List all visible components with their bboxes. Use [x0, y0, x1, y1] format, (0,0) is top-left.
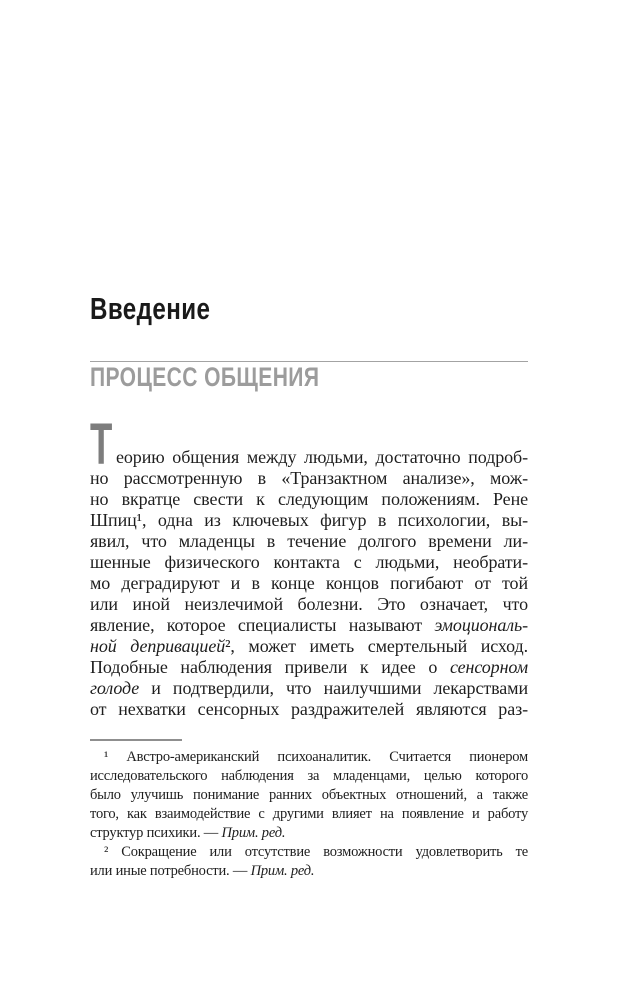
body-line: явил, что младенцы в течение долгого времени ли- — [90, 531, 528, 551]
footnote-line: ² Сокращение или отсутствие возможности удовлетворить те — [104, 844, 528, 860]
body-paragraph — [90, 412, 528, 720]
body-line: явление, которое специалисты называют эмоциональ- — [90, 615, 528, 635]
section-title — [90, 364, 384, 391]
chapter-title — [90, 293, 244, 324]
body-line: от нехватки сенсорных раздражителей являются раз- — [90, 699, 528, 719]
body-line: но вкратце свести к следующим положениям. Рене — [90, 489, 528, 509]
footnote-separator — [90, 739, 182, 741]
body-line: мо деградируют и в конце концов погибают от той — [90, 573, 528, 593]
footnote-line: ¹ Австро-американский психоаналитик. Считается пионером — [104, 749, 528, 765]
footnote-line: было улучишь понимание ранних объектных отношений, а также — [90, 787, 528, 803]
body-line: или иной неизлечимой болезни. Это означает, что — [90, 594, 528, 614]
body-line: шенные физического контакта с людьми, необрати- — [90, 552, 528, 572]
chapter-title-text: Введение — [90, 291, 211, 326]
drop-cap: Т — [90, 412, 113, 477]
footnote-line: исследовательского наблюдения за младенцами, целью которого — [90, 768, 528, 784]
body-text — [90, 447, 528, 720]
footnote-line: структур психики. — Прим. ред. — [90, 825, 286, 841]
footnote-line: того, как взаимодействие с другими влияет на появление и работу — [90, 806, 528, 822]
body-line: голоде и подтвердили, что наилучшими лекарствами — [90, 678, 528, 698]
section-title-text: ПРОЦЕСС ОБЩЕНИЯ — [90, 362, 320, 392]
body-line: еорию общения между людьми, достаточно подроб- — [116, 447, 528, 467]
footnote-line: или иные потребности. — Прим. ред. — [90, 863, 315, 879]
footnotes — [90, 748, 528, 881]
body-line: но рассмотренную в «Транзактном анализе», мож- — [90, 468, 528, 488]
body-line: Шпиц¹, одна из ключевых фигур в психологии, вы- — [90, 510, 528, 530]
body-line: Подобные наблюдения привели к идее о сенсорном — [90, 657, 528, 677]
body-line: ной депривацией², может иметь смертельный исход. — [90, 636, 528, 656]
